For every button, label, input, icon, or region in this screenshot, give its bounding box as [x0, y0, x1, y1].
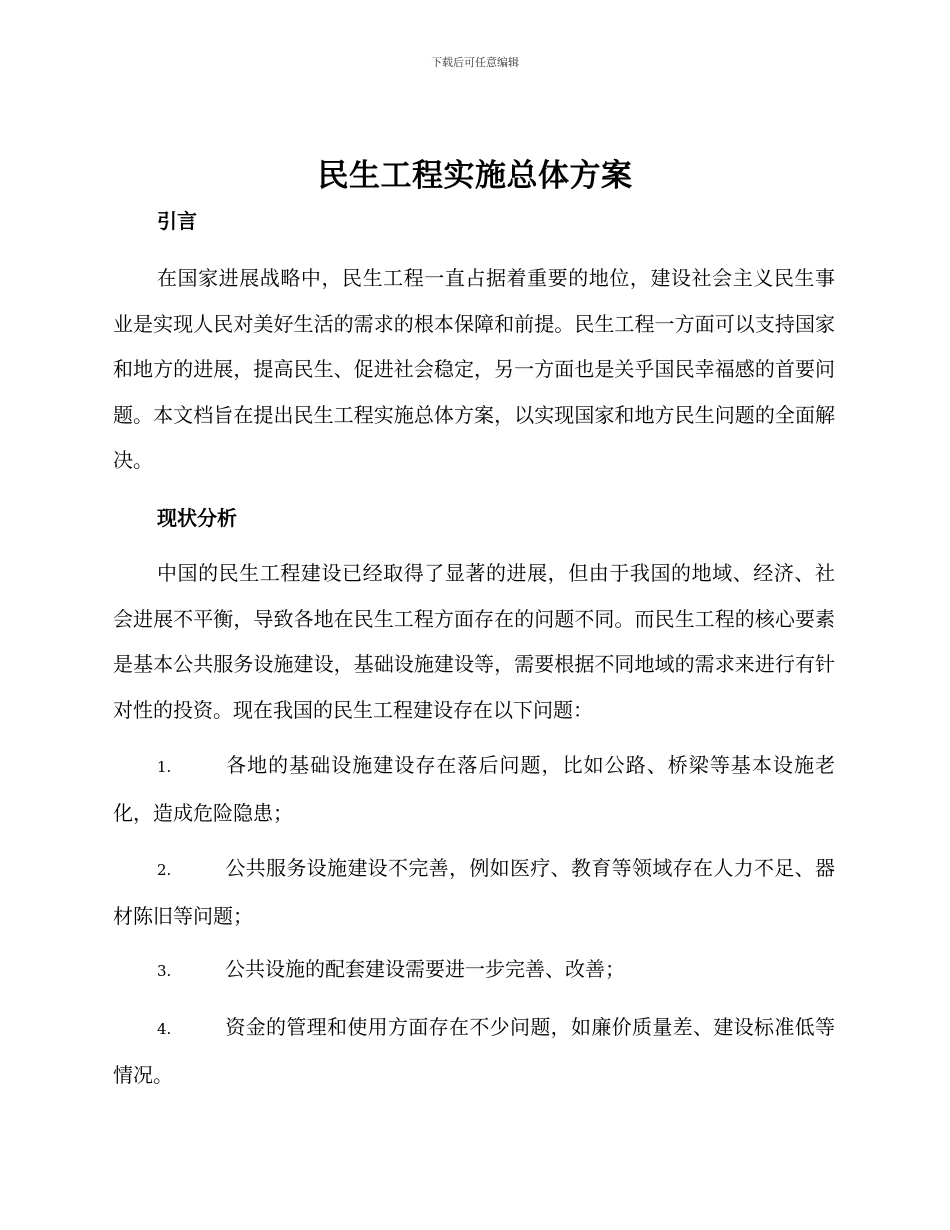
list-item-text: 各地的基础设施建设存在落后问题，比如公路、桥梁等基本设施老化，造成危险隐患； — [113, 753, 835, 825]
section-heading-introduction: 引言 — [157, 209, 197, 233]
list-item-text: 公共服务设施建设不完善，例如医疗、教育等领域存在人力不足、器材陈旧等问题； — [113, 856, 835, 928]
list-item-text: 资金的管理和使用方面存在不少问题，如廉价质量差、建设标准低等情况。 — [113, 1015, 835, 1087]
list-item — [113, 1005, 835, 1098]
document-title: 民生工程实施总体方案 — [317, 158, 633, 194]
section-heading-status-analysis: 现状分析 — [157, 506, 237, 530]
list-item-number: 4. — [157, 1020, 172, 1038]
list-item-number: 1. — [157, 758, 172, 776]
list-item — [113, 846, 835, 939]
list-item — [113, 743, 835, 836]
list-item-number: 2. — [157, 861, 172, 879]
list-item — [113, 947, 835, 995]
list-item-number: 3. — [157, 962, 172, 980]
list-item-text: 公共设施的配套建设需要进一步完善、改善； — [225, 957, 625, 981]
status-analysis-paragraph: 中国的民生工程建设已经取得了显著的进展，但由于我国的地域、经济、社会进展不平衡，导致各地在民生工程方面存在的问题不同。而民生工程的核心要素是基本公共服务设施建设，基础设施建设等，需要根据不同地域的需求来进行有针对性的投资。现在我国的民生工程建设存在以下问题： — [113, 561, 835, 722]
introduction-paragraph: 在国家进展战略中，民生工程一直占据着重要的地位，建设社会主义民生事业是实现人民对美好生活的需求的根本保障和前提。民生工程一方面可以支持国家和地方的进展，提高民生、促进社会稳定，另一方面也是关乎国民幸福感的首要问题。本文档旨在提出民生工程实施总体方案，以实现国家和地方民生问题的全面解决。 — [113, 266, 835, 472]
page-header-note: 下载后可任意编辑 — [431, 56, 519, 69]
